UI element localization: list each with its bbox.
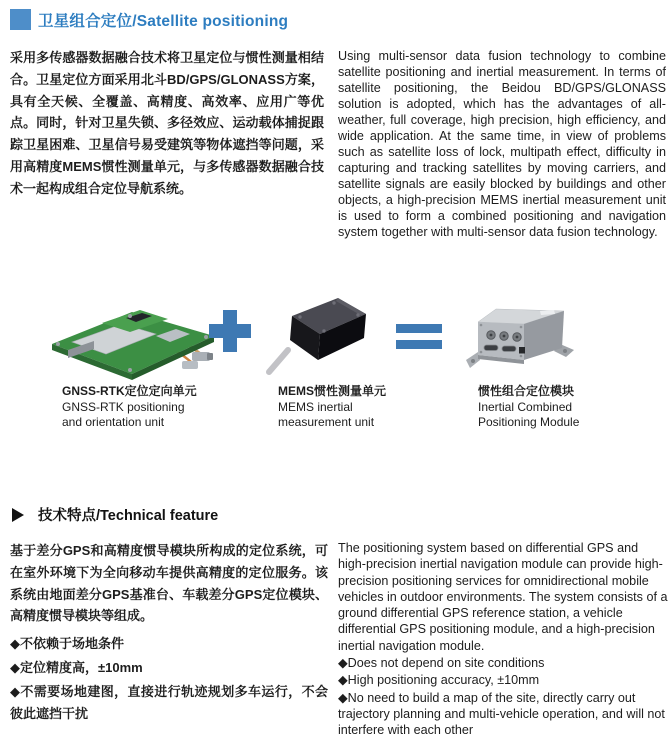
caption-mems-en-line1: MEMS inertial (278, 399, 353, 414)
triangle-marker-icon (12, 508, 24, 522)
en-bullet-accuracy: ◆High positioning accuracy, ±10mm (338, 673, 540, 688)
section2-english-bullets (338, 655, 668, 738)
caption-inertial-module-en-line1: Inertial Combined (478, 399, 573, 414)
caption-inertial-module (478, 384, 643, 431)
section2-title: 技术特点/Technical feature (38, 508, 219, 524)
equals-icon (396, 324, 442, 349)
mems-unit-image (262, 288, 380, 382)
caption-inertial-module-en-line2: Positioning Module (478, 415, 580, 429)
section1-title: 卫星组合定位/Satellite positioning (38, 13, 289, 30)
inertial-module-image (466, 294, 578, 378)
zh-bullet-site-conditions: ◆不依赖于场地条件 (10, 636, 124, 652)
caption-mems-en-line2: measurement unit (278, 415, 375, 429)
caption-gnss-rtk (62, 384, 237, 431)
section2-chinese-paragraph: 基于差分GPS和高精度惯导模块所构成的定位系统，可在室外环境下为全向移动车提供高精度的定位服务。该系统由地面差分GPS基准台、车载差分GPS定位模块、高精度惯导模块等组成。 (10, 543, 328, 624)
section1-chinese-paragraph: 采用多传感器数据融合技术将卫星定位与惯性测量相结合。卫星定位方面采用北斗BD/GPS/GLONASS方案，具有全天候、全覆盖、高精度、高效率、应用广等优点。同时，针对卫星失锁、多径效应、运动载体捕捉跟踪卫星困难、卫星信号易受建筑等物体遮挡等问题，采用高精度MEMS惯性测量单元，与多传感器数据融合技术一起构成组合定位导航系统。 (10, 50, 324, 196)
zh-bullet-accuracy: ◆定位精度高，±10mm (10, 659, 143, 675)
equals-icon-bottom-bar (396, 340, 442, 349)
en-bullet-no-mapping: ◆No need to build a map of the site, directly carry out trajectory planning and multi-vehicle operation, and will not interfere with each other (338, 690, 665, 738)
caption-mems (278, 384, 428, 431)
section2-english-paragraph: The positioning system based on differential GPS and high-precision inertial navigation module can provide high-precision positioning services for omnidirectional mobile vehicles in outdoor environments. The system consists of a ground differential GPS reference station, a vehicle differential GPS positioning module, and a high-precision inertial navigation module. (338, 541, 668, 653)
section2-chinese-column (10, 540, 328, 724)
gnss-rtk-board-image (44, 292, 222, 382)
caption-gnss-rtk-zh: GNSS-RTK定位定向单元 (62, 384, 197, 398)
zh-bullet-no-mapping: ◆不需要场地建图，直接进行轨迹规划多车运行，不会彼此遮挡干扰 (10, 683, 328, 721)
en-bullet-site-conditions: ◆Does not depend on site conditions (338, 656, 545, 671)
caption-gnss-rtk-en-line2: and orientation unit (62, 415, 165, 429)
caption-inertial-module-zh: 惯性组合定位模块 (478, 384, 575, 398)
equals-icon-top-bar (396, 324, 442, 333)
section-marker-square-icon (10, 9, 31, 30)
section2-english-column (338, 540, 668, 739)
caption-gnss-rtk-en-line1: GNSS-RTK positioning (62, 399, 185, 414)
figure-strip (0, 288, 670, 450)
plus-icon-horizontal-bar (209, 324, 251, 338)
caption-mems-zh: MEMS惯性测量单元 (278, 384, 387, 398)
section1-english-paragraph: Using multi-sensor data fusion technology to combine satellite positioning and inertial measurement. In terms of satellite positioning, the Beidou BD/GPS/GLONASS solution is adopted, which has the advantages of all-weather, full coverage, high precision, high efficiency, and wide application. At the same time, in view of problems such as satellite loss of lock, multipath effect, difficulty in capturing and tracking satellites by moving carriers, and satellite signals are easily blocked by buildings and other objects, a high-precision MEMS inertial measurement unit is used to form a combined positioning and navigation system together with multi-sensor data fusion technology. (338, 49, 666, 239)
section2-chinese-bullets (10, 633, 328, 724)
plus-icon (209, 310, 251, 352)
